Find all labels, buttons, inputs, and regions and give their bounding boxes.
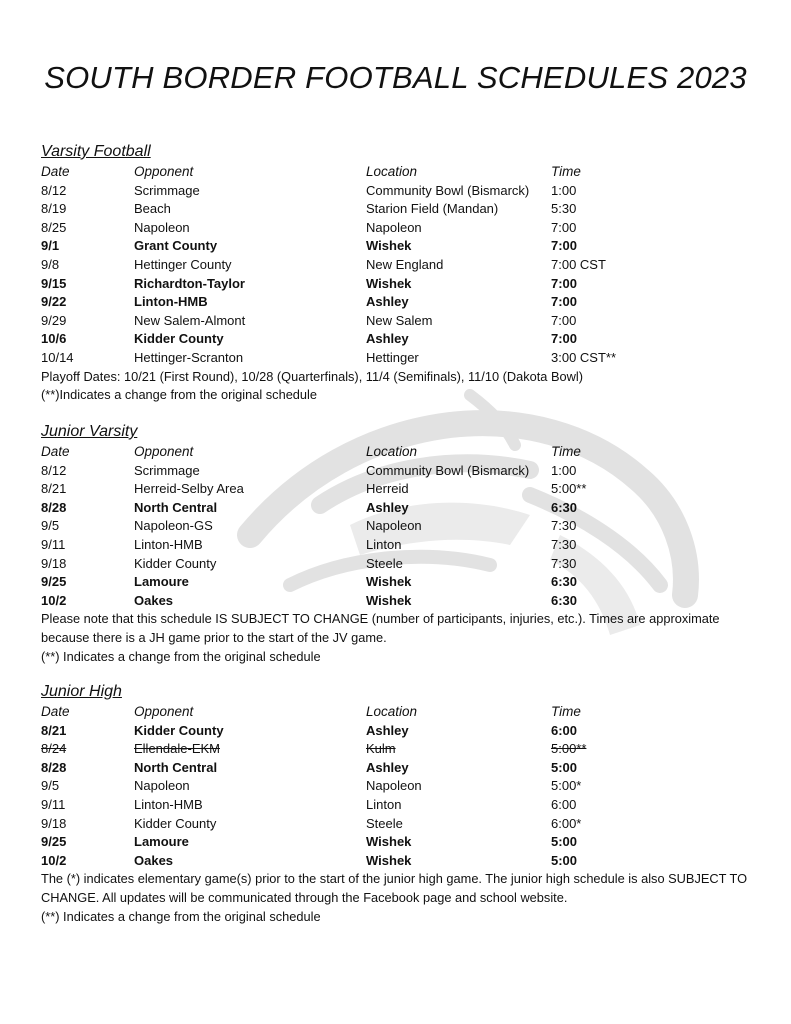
game-location: Herreid <box>366 481 409 497</box>
game-location: Ashley <box>366 331 409 347</box>
game-location: Wishek <box>366 238 412 254</box>
junior-high-section <box>41 681 761 926</box>
game-time: 5:00* <box>551 778 582 794</box>
game-location: Wishek <box>366 834 412 850</box>
schedule-row <box>41 293 761 312</box>
jh-note: The (*) indicates elementary game(s) prior to the start of the junior high game. The junior high schedule is also SUBJECT TO CHANGE. All updates will be communicated through the Facebook page and school website. <box>41 871 748 905</box>
game-time: 7:00 <box>551 219 577 235</box>
game-opponent: North Central <box>134 499 218 515</box>
schedule-row <box>41 573 761 592</box>
column-headers <box>41 163 761 182</box>
game-opponent: Ellendale-EKM <box>134 741 220 757</box>
game-time: 6:30 <box>551 592 578 608</box>
schedule-row <box>41 536 761 555</box>
game-opponent: Lamoure <box>134 574 189 590</box>
schedule-row <box>41 740 761 759</box>
schedule-row <box>41 219 761 238</box>
varsity-section <box>41 141 761 405</box>
junior-varsity-section <box>41 421 761 666</box>
game-location: New England <box>366 256 444 272</box>
game-opponent: Napoleon-GS <box>134 518 213 534</box>
schedule-row <box>41 796 761 815</box>
jv-note: Please note that this schedule IS SUBJECT TO CHANGE (number of participants, injuries, etc.). Times are approximate because there is a JH game prior to the start of the JV game. <box>41 611 720 645</box>
game-time: 6:00 <box>551 722 578 738</box>
schedule-row <box>41 349 761 368</box>
game-date: 10/2 <box>41 852 67 868</box>
column-headers <box>41 443 761 462</box>
game-date: 8/28 <box>41 499 67 515</box>
game-time: 7:30 <box>551 536 577 552</box>
header-opponent: Opponent <box>134 164 194 179</box>
game-date: 10/2 <box>41 592 67 608</box>
game-date: 8/25 <box>41 219 67 235</box>
game-date: 8/19 <box>41 201 67 217</box>
game-time: 6:00 <box>551 796 577 812</box>
schedule-row <box>41 256 761 275</box>
game-opponent: Hettinger-Scranton <box>134 349 244 365</box>
game-location: Ashley <box>366 499 409 515</box>
header-location: Location <box>366 444 418 459</box>
schedule-row <box>41 555 761 574</box>
game-time: 7:00 <box>551 331 578 347</box>
schedule-row <box>41 722 761 741</box>
header-time: Time <box>551 164 581 179</box>
section-title: Varsity Football <box>41 143 151 160</box>
game-time: 5:00 <box>551 759 578 775</box>
jh-note: (**) Indicates a change from the original schedule <box>41 908 321 924</box>
game-location: Wishek <box>366 574 412 590</box>
game-time: 5:00 <box>551 852 578 868</box>
section-title: Junior High <box>41 683 122 700</box>
schedule-row <box>41 852 761 871</box>
game-date: 8/12 <box>41 182 67 198</box>
game-location: Napoleon <box>366 219 422 235</box>
game-opponent: Linton-HMB <box>134 536 203 552</box>
game-time: 7:30 <box>551 555 577 571</box>
game-location: Wishek <box>366 275 412 291</box>
schedule-row <box>41 200 761 219</box>
schedule-row <box>41 499 761 518</box>
game-opponent: Scrimmage <box>134 462 200 478</box>
game-opponent: Hettinger County <box>134 256 232 272</box>
game-date: 9/29 <box>41 312 67 328</box>
game-location: Linton <box>366 536 402 552</box>
game-time: 7:00 CST <box>551 256 606 272</box>
schedule-row <box>41 777 761 796</box>
schedule-row <box>41 182 761 201</box>
game-date: 9/5 <box>41 778 60 794</box>
game-date: 8/24 <box>41 741 67 757</box>
game-location: Ashley <box>366 722 409 738</box>
game-time: 6:00* <box>551 815 582 831</box>
game-date: 9/18 <box>41 555 67 571</box>
schedule-row <box>41 330 761 349</box>
header-location: Location <box>366 164 418 179</box>
schedule-row <box>41 275 761 294</box>
game-time: 7:00 <box>551 312 577 328</box>
game-opponent: Napoleon <box>134 219 190 235</box>
game-location: Wishek <box>366 592 412 608</box>
game-opponent: Beach <box>134 201 171 217</box>
game-location: Starion Field (Mandan) <box>366 201 499 217</box>
header-location: Location <box>366 704 418 719</box>
game-date: 8/21 <box>41 722 67 738</box>
schedule-row <box>41 759 761 778</box>
game-time: 7:00 <box>551 238 578 254</box>
game-time: 5:00** <box>551 481 587 497</box>
game-time: 5:00** <box>551 741 587 757</box>
game-date: 8/12 <box>41 462 67 478</box>
game-location: Steele <box>366 555 403 571</box>
game-date: 9/18 <box>41 815 67 831</box>
game-time: 7:00 <box>551 275 578 291</box>
game-date: 9/11 <box>41 796 66 812</box>
game-date: 9/15 <box>41 275 67 291</box>
schedule-row <box>41 815 761 834</box>
game-time: 7:00 <box>551 294 578 310</box>
game-opponent: Scrimmage <box>134 182 200 198</box>
header-opponent: Opponent <box>134 444 194 459</box>
game-opponent: Grant County <box>134 238 218 254</box>
schedule-row <box>41 462 761 481</box>
schedule-row <box>41 592 761 611</box>
header-date: Date <box>41 164 70 179</box>
game-date: 9/11 <box>41 536 66 552</box>
game-time: 5:00 <box>551 834 578 850</box>
varsity-note: Playoff Dates: 10/21 (First Round), 10/28 (Quarterfinals), 11/4 (Semifinals), 11/10 (Dakota Bowl) <box>41 368 583 384</box>
game-opponent: Richardton-Taylor <box>134 275 245 291</box>
game-date: 9/8 <box>41 256 60 272</box>
game-location: Hettinger <box>366 349 419 365</box>
game-opponent: Kidder County <box>134 722 224 738</box>
game-location: Napoleon <box>366 518 422 534</box>
game-location: Steele <box>366 815 403 831</box>
game-location: Community Bowl (Bismarck) <box>366 182 530 198</box>
game-time: 1:00 <box>551 182 577 198</box>
game-opponent: Herreid-Selby Area <box>134 481 244 497</box>
game-opponent: New Salem-Almont <box>134 312 246 328</box>
page-title: SOUTH BORDER FOOTBALL SCHEDULES 2023 <box>44 60 747 95</box>
game-opponent: North Central <box>134 759 218 775</box>
game-date: 8/28 <box>41 759 67 775</box>
game-opponent: Oakes <box>134 592 174 608</box>
game-location: New Salem <box>366 312 433 328</box>
header-date: Date <box>41 444 70 459</box>
game-opponent: Oakes <box>134 852 174 868</box>
game-time: 7:30 <box>551 518 577 534</box>
game-opponent: Kidder County <box>134 331 224 347</box>
game-time: 6:30 <box>551 499 578 515</box>
game-date: 9/1 <box>41 238 60 254</box>
jv-note: (**) Indicates a change from the original schedule <box>41 648 321 664</box>
game-opponent: Linton-HMB <box>134 294 208 310</box>
game-opponent: Linton-HMB <box>134 796 203 812</box>
game-date: 8/21 <box>41 481 67 497</box>
schedule-row <box>41 312 761 331</box>
header-opponent: Opponent <box>134 704 194 719</box>
schedule-row <box>41 517 761 536</box>
game-location: Wishek <box>366 852 412 868</box>
game-location: Napoleon <box>366 778 422 794</box>
game-opponent: Napoleon <box>134 778 190 794</box>
schedule-row <box>41 480 761 499</box>
section-title: Junior Varsity <box>41 423 138 440</box>
game-time: 5:30 <box>551 201 577 217</box>
game-date: 10/6 <box>41 331 67 347</box>
game-time: 3:00 CST** <box>551 349 617 365</box>
game-opponent: Kidder County <box>134 555 217 571</box>
game-opponent: Lamoure <box>134 834 189 850</box>
game-date: 9/25 <box>41 834 67 850</box>
game-time: 6:30 <box>551 574 578 590</box>
column-headers <box>41 703 761 722</box>
schedule-row <box>41 833 761 852</box>
game-date: 9/25 <box>41 574 67 590</box>
game-location: Community Bowl (Bismarck) <box>366 462 530 478</box>
game-location: Kulm <box>366 741 396 757</box>
game-location: Ashley <box>366 759 409 775</box>
varsity-note: (**)Indicates a change from the original schedule <box>41 387 318 403</box>
game-date: 9/5 <box>41 518 60 534</box>
game-time: 1:00 <box>551 462 577 478</box>
header-time: Time <box>551 704 581 719</box>
game-location: Ashley <box>366 294 409 310</box>
schedule-row <box>41 237 761 256</box>
game-date: 9/22 <box>41 294 67 310</box>
game-date: 10/14 <box>41 349 74 365</box>
game-opponent: Kidder County <box>134 815 217 831</box>
game-location: Linton <box>366 796 402 812</box>
header-date: Date <box>41 704 70 719</box>
header-time: Time <box>551 444 581 459</box>
